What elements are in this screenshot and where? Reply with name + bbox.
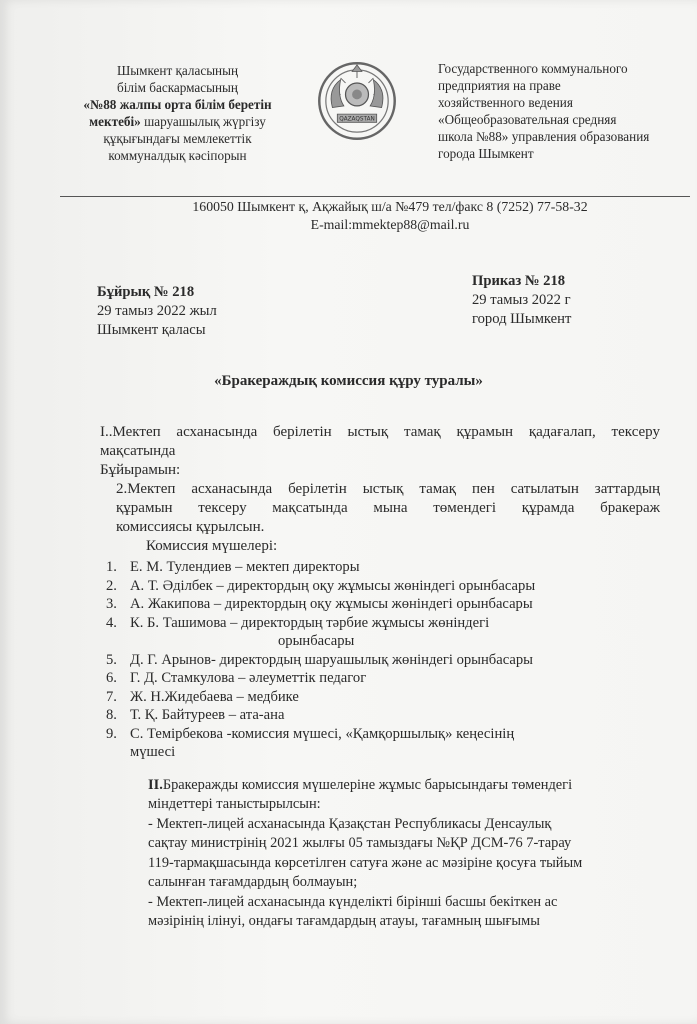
paragraph-2-line: комиссиясы құрылсын.	[116, 519, 265, 535]
list-item-number: 8.	[106, 707, 117, 723]
list-item-number: 6.	[106, 670, 117, 686]
paragraph-2-line: 2.Мектеп асханасында берілетін ыстық тамақ пен сатылатын заттардың	[116, 481, 660, 497]
order-kz-city: Шымкент қаласы	[97, 322, 206, 338]
list-item-text: К. Б. Ташимова – директордың тәрбие жұмысы жөніндегі	[130, 614, 490, 631]
section-2-number: II.	[148, 776, 163, 793]
paragraph-2-line: құрамын тексеру мақсатында мына төмендегі құрамда бракераж	[116, 500, 660, 516]
list-item	[106, 558, 660, 577]
kazakhstan-state-emblem-icon	[316, 60, 398, 142]
list-item	[106, 688, 660, 707]
list-item-number: 7.	[106, 688, 117, 705]
members-heading: Комиссия мүшелері:	[146, 538, 278, 554]
list-item-text: Г. Д. Стамкулова – әлеуметтік педагог	[130, 670, 367, 686]
document-body	[100, 423, 660, 932]
header-left-line	[70, 113, 285, 130]
paragraph-1-line: I..Мектеп асханасында берілетін ыстық тамақ құрамын қадағалап, тексеру	[100, 424, 660, 440]
list-item-text: Д. Г. Арынов- директордың шаруашылық жөніндегі орынбасары	[130, 651, 533, 668]
list-item	[106, 725, 660, 762]
order-kz-number: Бұйрық № 218	[97, 284, 195, 300]
header-left-line: құқығындағы мемлекеттік	[103, 131, 252, 146]
email-line[interactable]: E-mail:mmektep88@mail.ru	[310, 217, 470, 232]
list-item-number: 3.	[106, 596, 117, 612]
header-left-line: білім баскармасының	[117, 80, 238, 95]
members-list	[100, 558, 660, 762]
order-ru-city: город Шымкент	[472, 311, 572, 327]
section-2-line: - Мектеп-лицей асханасында Қазақстан Республикасы Денсаулық	[148, 815, 552, 832]
section-2-line: - Мектеп-лицей асханасында күнделікті бірінші басшы бекіткен ас	[148, 893, 558, 910]
section-2-line: мәзірінің ілінуі, ондағы тағамдардың атауы, тағамның шығымы	[148, 913, 540, 929]
list-item-text: А. Т. Әділбек – директордың оқу жұмысы жөніндегі орынбасары	[130, 577, 536, 594]
order-kz-date: 29 тамыз 2022 жыл	[97, 303, 217, 319]
order-kazakh	[97, 283, 217, 340]
header-right-line: предприятия на праве	[438, 78, 561, 93]
document-title: «Бракераждық комиссия құру туралы»	[214, 373, 483, 389]
header-left-line: коммуналдық кәсіпорын	[108, 148, 247, 163]
header-right-line: хозяйственного ведения	[438, 95, 573, 110]
contact-block	[150, 198, 630, 234]
paragraph-1-line: мақсатында	[100, 443, 176, 459]
order-ru-number: Приказ № 218	[472, 273, 566, 289]
list-item-number: 9.	[106, 725, 117, 742]
list-item-text: Е. М. Тулендиев – мектеп директоры	[130, 559, 360, 575]
list-item-continuation: орынбасары	[278, 633, 355, 649]
list-item-text: Т. Қ. Байтуреев – ата-ана	[130, 707, 285, 723]
order-word: Бұйырамын:	[100, 462, 181, 478]
list-item-number: 1.	[106, 559, 117, 575]
list-item-continuation: мүшесі	[130, 744, 176, 760]
section-2-line: міндеттері таныстырылсын:	[148, 796, 321, 812]
list-item-text: А. Жакипова – директордың оқу жұмысы жөніндегі орынбасары	[130, 596, 533, 612]
section-2-line: сақтау министрінің 2021 жылғы 05 тамыздағы №ҚР ДСМ-76 7-тарау	[148, 835, 572, 851]
list-item-text: Ж. Н.Жидебаева – медбике	[130, 688, 299, 705]
section-2-line	[148, 776, 660, 796]
header-right-line: школа №88» управления образования	[438, 129, 650, 144]
list-item	[106, 577, 660, 596]
header-right-line: города Шымкент	[438, 146, 534, 161]
header-left-line: «№88 жалпы орта білім беретін	[83, 97, 272, 112]
list-item-text: С. Темірбекова -комиссия мүшесі, «Қамқоршылық» кеңесінің	[130, 725, 515, 742]
list-item	[106, 614, 660, 651]
order-russian	[472, 272, 571, 329]
list-item-number: 5.	[106, 651, 117, 668]
header-left-bold: мектебі»	[89, 114, 141, 129]
paragraph-2	[116, 480, 660, 556]
list-item-number: 4.	[106, 614, 117, 631]
list-item	[106, 595, 660, 614]
order-ru-date: 29 тамыз 2022 г	[472, 292, 571, 308]
list-item	[106, 651, 660, 670]
list-item	[106, 706, 660, 725]
header-right-line: Государственного коммунального	[438, 61, 628, 76]
header-divider	[60, 196, 690, 197]
header-left-line: Шымкент қаласының	[116, 63, 239, 78]
section-2-line: салынған тағамдардың болмауын;	[148, 874, 358, 890]
svg-text:QAZAQSTAN: QAZAQSTAN	[339, 116, 375, 123]
section-2	[148, 776, 660, 932]
header-right-line: «Общеобразовательная средняя	[438, 112, 617, 127]
list-item	[106, 669, 660, 688]
list-item-number: 2.	[106, 577, 117, 594]
section-2-heading: Бракеражды комиссия мүшелеріне жұмыс барысындағы төмендегі	[162, 776, 573, 793]
header-russian-org	[438, 60, 668, 162]
address-line: 160050 Шымкент қ, Ақжайық ш/а №479 тел/факс 8 (7252) 77-58-32	[192, 199, 588, 214]
header-left-rest: шаруашылық жүргізу	[140, 114, 266, 129]
header-kazakh-org	[70, 62, 285, 164]
section-2-line: 119-тармақшасында көрсетілген сатуға және ас мәзіріне қосуға тыйым	[148, 854, 583, 871]
